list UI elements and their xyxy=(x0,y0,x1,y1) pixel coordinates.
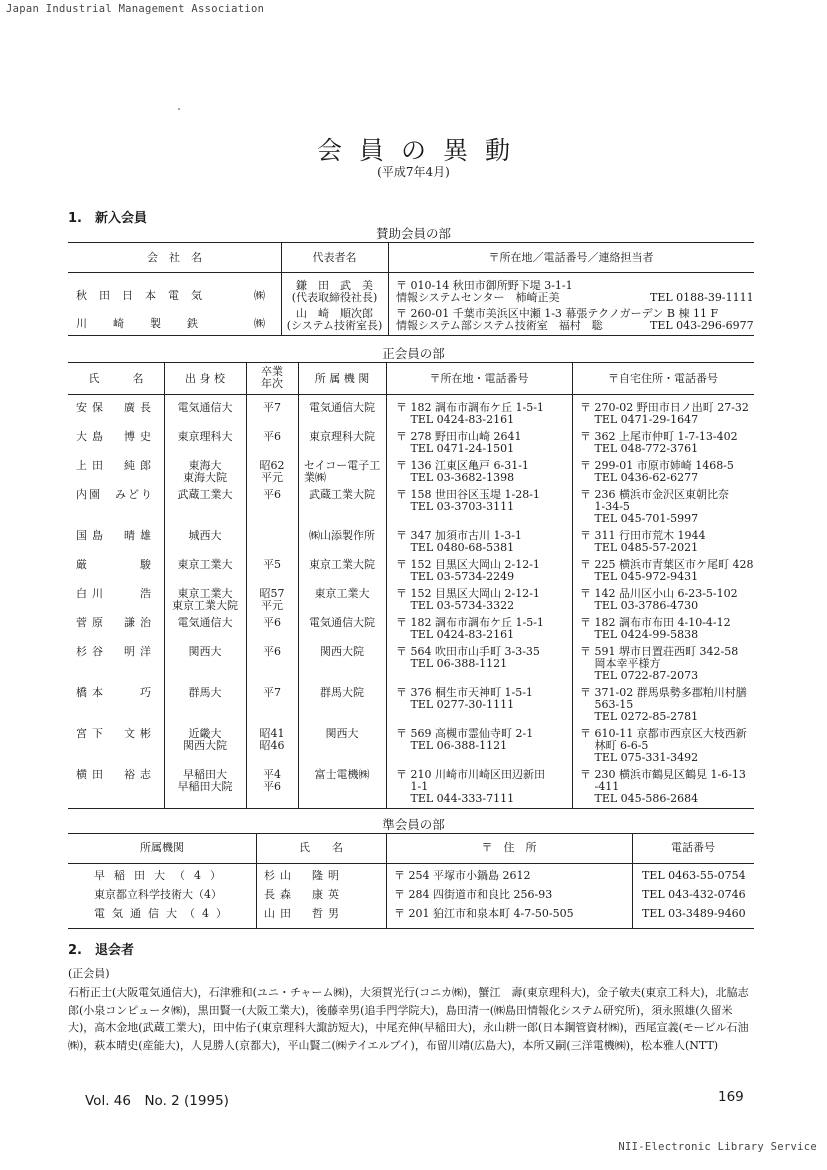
member-office-address: 〒 569 高槻市霊仙寺町 2-1 TEL 06-388-1121 xyxy=(396,727,534,752)
associate-name: 山田 哲男 xyxy=(264,907,344,920)
member-graduation-year: 平7 xyxy=(263,401,281,414)
company-type: ㈱ xyxy=(254,289,265,302)
member-office-address: 〒 152 目黒区大岡山 2-12-1 TEL 03-5734-2249 xyxy=(396,558,540,583)
member-name: 国島 晴雄 xyxy=(76,529,156,542)
member-organization: ㈱山添製作所 xyxy=(309,529,375,542)
regular-members-title: 正会員の部 xyxy=(382,346,445,361)
member-office-address: 〒 182 調布市調布ケ丘 1-5-1 TEL 0424-83-2161 xyxy=(396,401,544,426)
member-name: 上田 純郎 xyxy=(76,459,156,472)
associate-address: 〒 254 平塚市小鍋島 2612 xyxy=(394,869,531,882)
member-name: 厳 駿 xyxy=(76,558,156,571)
member-home-address: 〒 311 行田市荒木 1944 TEL 0485-57-2021 xyxy=(580,529,706,554)
associate-address: 〒 284 四街道市和良比 256-93 xyxy=(394,888,553,901)
member-home-address: 〒 362 上尾市仲町 1-7-13-402 TEL 048-772-3761 xyxy=(580,430,738,455)
company-type: ㈱ xyxy=(254,317,265,330)
regular-header-org: 所 属 機 関 xyxy=(314,372,370,385)
associate-phone: TEL 03-3489-9460 xyxy=(642,907,746,920)
member-graduation-year: 平7 xyxy=(263,686,281,699)
associate-header-address: 〒 住 所 xyxy=(481,841,537,854)
member-name: 宮下 文彬 xyxy=(76,727,156,740)
member-school: 電気通信大 xyxy=(177,401,233,414)
section-new-members-heading: 1. 新入会員 xyxy=(68,211,147,226)
member-graduation-year: 昭57 平元 xyxy=(259,587,285,612)
associate-org: 早稲田大（4） xyxy=(94,869,230,882)
member-home-address: 〒 371-02 群馬県勢多郡粕川村膳 563-15 TEL 0272-85-2781 xyxy=(580,686,747,723)
member-home-address: 〒 230 横浜市鶴見区鶴見 1-6-13 -411 TEL 045-586-2684 xyxy=(580,768,746,805)
associate-name: 長森 康英 xyxy=(264,888,344,901)
member-school: 武蔵工業大 xyxy=(177,488,233,501)
member-name: 杉谷 明洋 xyxy=(76,645,156,658)
regular-header-home: 〒自宅住所・電話番号 xyxy=(608,372,718,385)
member-name: 安保 廣長 xyxy=(76,401,156,414)
member-school: 電気通信大 xyxy=(177,616,233,629)
issue-date: (平成7年4月) xyxy=(377,165,450,179)
member-school: 群馬大 xyxy=(188,686,222,699)
contact-person: 情報システムセンター 柿崎正美 xyxy=(396,291,560,304)
page-number: 169 xyxy=(718,1089,744,1105)
section-retired-heading: 2. 退会者 xyxy=(68,943,134,958)
regular-header-office: 〒所在地・電話番号 xyxy=(429,372,529,385)
associate-header-phone: 電話番号 xyxy=(671,841,715,854)
member-office-address: 〒 347 加須市古川 1-3-1 TEL 0480-68-5381 xyxy=(396,529,522,554)
member-school: 東京理科大 xyxy=(177,430,233,443)
supporting-header-address: 〒所在地／電話番号／連絡担当者 xyxy=(488,251,654,264)
member-home-address: 〒 182 調布市布田 4-10-4-12 TEL 0424-99-5838 xyxy=(580,616,731,641)
associate-address: 〒 201 狛江市和泉本町 4-7-50-505 xyxy=(394,907,574,920)
member-organization: 富士電機㈱ xyxy=(314,768,370,781)
member-office-address: 〒 376 桐生市天神町 1-5-1 TEL 0277-30-1111 xyxy=(396,686,533,711)
regular-header-year: 卒業 年次 xyxy=(261,365,283,390)
member-graduation-year: 昭41 昭46 xyxy=(259,727,285,752)
member-school: 東京工業大 xyxy=(177,558,233,571)
member-school: 関西大 xyxy=(188,645,222,658)
member-graduation-year: 平5 xyxy=(263,558,281,571)
associate-org: 東京都立科学技術大（4） xyxy=(94,888,222,901)
member-office-address: 〒 210 川崎市川崎区田辺新田 1-1 TEL 044-333-7111 xyxy=(396,768,545,805)
member-graduation-year: 平4 平6 xyxy=(263,768,281,793)
member-name: 横田 裕志 xyxy=(76,768,156,781)
regular-header-name: 氏 名 xyxy=(88,372,144,385)
member-organization: 群馬大院 xyxy=(320,686,364,699)
member-home-address: 〒 299-01 市原市姉崎 1468-5 TEL 0436-62-6277 xyxy=(580,459,734,484)
member-name: 橋本 巧 xyxy=(76,686,156,699)
contact-person: 情報システム部システム技術室 福村 聡 xyxy=(396,319,603,332)
address-line: 〒 010-14 秋田市御所野下堤 3-1-1 xyxy=(396,279,573,292)
member-organization: 電気通信大院 xyxy=(309,401,375,414)
footer-service: NII-Electronic Library Service xyxy=(618,1141,817,1153)
associate-phone: TEL 0463-55-0754 xyxy=(642,869,746,882)
member-school: 東京工業大 東京工業大院 xyxy=(172,587,238,612)
page-title: 会員の異動 xyxy=(316,136,527,165)
member-name: 白川 浩 xyxy=(76,587,156,600)
member-office-address: 〒 278 野田市山崎 2641 TEL 0471-24-1501 xyxy=(396,430,522,455)
member-graduation-year: 平6 xyxy=(263,645,281,658)
supporting-members-title: 賛助会員の部 xyxy=(375,226,451,241)
member-organization: 東京工業大 xyxy=(314,587,370,600)
company-name: 秋田日本電気 xyxy=(76,289,214,302)
member-school: 早稲田大 早稲田大院 xyxy=(177,768,233,793)
member-home-address: 〒 142 品川区小山 6-23-5-102 TEL 03-3786-4730 xyxy=(580,587,738,612)
member-graduation-year: 昭62 平元 xyxy=(259,459,285,484)
member-graduation-year: 平6 xyxy=(263,616,281,629)
phone: TEL 043-296-6977 xyxy=(650,319,754,332)
associate-phone: TEL 043-432-0746 xyxy=(642,888,746,901)
header-organization: Japan Industrial Management Association xyxy=(6,3,265,15)
member-office-address: 〒 152 目黒区大岡山 2-12-1 TEL 03-5734-3322 xyxy=(396,587,540,612)
member-home-address: 〒 236 横浜市金沢区東朝比奈 1-34-5 TEL 045-701-5997 xyxy=(580,488,729,525)
member-office-address: 〒 564 吹田市山手町 3-3-35 TEL 06-388-1121 xyxy=(396,645,540,670)
member-name: 菅原 謙治 xyxy=(76,616,156,629)
member-organization: セイコー電子工 業㈱ xyxy=(304,459,381,484)
member-name: 内園 みどり xyxy=(76,488,154,501)
member-graduation-year: 平6 xyxy=(263,488,281,501)
member-home-address: 〒 610-11 京都市西京区大枝西新 林町 6-6-5 TEL 075-331-3492 xyxy=(580,727,747,764)
member-organization: 関西大 xyxy=(325,727,359,740)
member-organization: 関西大院 xyxy=(320,645,364,658)
member-name: 大島 博史 xyxy=(76,430,156,443)
supporting-header-company: 会 社 名 xyxy=(147,251,202,264)
member-organization: 電気通信大院 xyxy=(309,616,375,629)
retired-category-label: (正会員) xyxy=(68,967,110,980)
address-line: 〒 260-01 千葉市美浜区中瀬 1-3 幕張テクノガーデン B 棟 11 F xyxy=(396,307,719,320)
associate-header-org: 所属機関 xyxy=(140,841,184,854)
member-home-address: 〒 591 堺市日置荘西町 342-58 岡本幸平様方 TEL 0722-87-2073 xyxy=(580,645,739,682)
member-school: 城西大 xyxy=(188,529,222,542)
member-home-address: 〒 225 横浜市青葉区市ケ尾町 428 TEL 045-972-9431 xyxy=(580,558,754,583)
phone: TEL 0188-39-1111 xyxy=(650,291,754,304)
member-office-address: 〒 158 世田谷区玉堤 1-28-1 TEL 03-3703-3111 xyxy=(396,488,540,513)
regular-header-school: 出 身 校 xyxy=(185,372,225,385)
member-office-address: 〒 182 調布市調布ケ丘 1-5-1 TEL 0424-83-2161 xyxy=(396,616,544,641)
member-organization: 東京工業大院 xyxy=(309,558,375,571)
associate-header-name: 氏 名 xyxy=(299,841,343,854)
associate-name: 杉山 隆明 xyxy=(264,869,344,882)
member-home-address: 〒 270-02 野田市日ノ出町 27-32 TEL 0471-29-1647 xyxy=(580,401,749,426)
member-organization: 東京理科大院 xyxy=(309,430,375,443)
member-graduation-year: 平6 xyxy=(263,430,281,443)
member-office-address: 〒 136 江東区亀戸 6-31-1 TEL 03-3682-1398 xyxy=(396,459,529,484)
supporting-header-rep: 代表者名 xyxy=(312,251,357,264)
company-name: 川崎製鉄 xyxy=(76,317,224,330)
representative: 鎌 田 武 美 (代表取締役社長) xyxy=(291,279,378,304)
member-organization: 武蔵工業大院 xyxy=(309,488,375,501)
retired-members-list: 石桁正士(大阪電気通信大)，石津雅和(ユニ・チャーム㈱)，大須賀光行(コニカ㈱)，蟹江 壽(東京理科大)，金子敏夫(東京工科大)，北脇志郎(小泉コンピュータ㈱)，黒田賢一(大阪工業大)，後藤幸男(追手門学院大)，島田清一(㈱島田情報化システム研究所)，須永照雄(久留米大)，高木金地(武蔵工業大)，田中佑子(東京理科大諏訪短大)，中尾充伸(早稲田大)，永山耕一郎(日本鋼管資材㈱)，西尾宣義(モービル石油㈱)，萩本晴史(産能大)，人見勝人(京都大)，平山賢二(㈱テイエルブイ)，布留川靖(広島大)，本所又嗣(三洋電機㈱)，松本雅人(NTT) xyxy=(68,986,749,1052)
associate-org: 電気通信大（4） xyxy=(94,907,234,920)
journal-volume: Vol. 46 No. 2 (1995) xyxy=(85,1093,229,1109)
member-school: 東海大 東海大院 xyxy=(183,459,227,484)
member-school: 近畿大 関西大院 xyxy=(183,727,227,752)
representative: 山 崎 順次郎 (システム技術室長) xyxy=(286,307,383,332)
associate-members-title: 準会員の部 xyxy=(382,817,445,832)
scan-speck xyxy=(178,108,180,110)
